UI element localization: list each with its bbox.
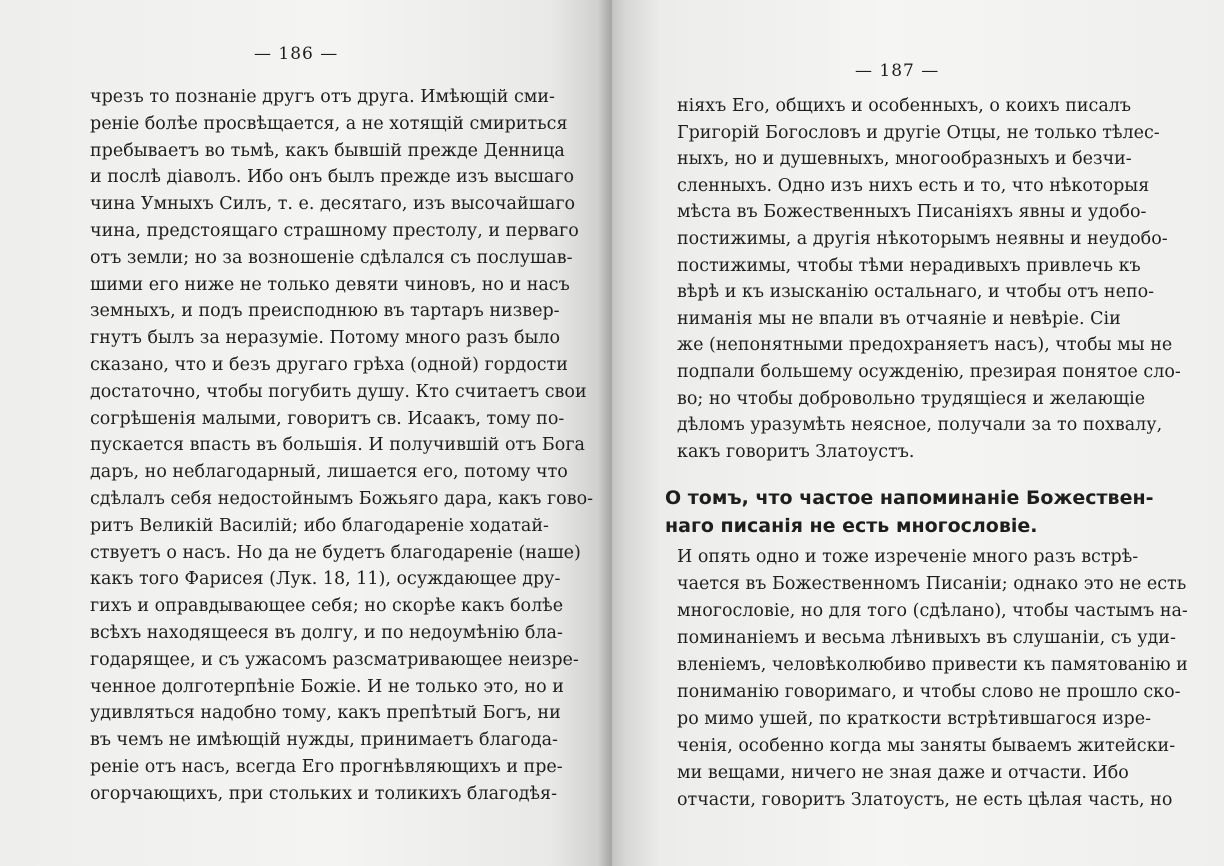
- text-line: отчасти, говоритъ Златоустъ, не есть цѣлая часть, но: [677, 790, 1173, 810]
- text-line: согрѣшенія малыми, говоритъ св. Исаакъ, тому по-: [90, 408, 565, 429]
- text-line: какъ говоритъ Златоустъ.: [677, 441, 915, 462]
- right-page-body-bottom: [677, 544, 1188, 814]
- text-line: достаточно, чтобы погубить душу. Кто считаетъ свои: [90, 381, 587, 402]
- text-line: шими его ниже не только девяти чиновъ, но и насъ: [90, 274, 570, 295]
- text-line: огорчающихъ, при стольких и толикихъ благодѣя-: [90, 783, 557, 804]
- text-line: Григорій Богословъ и другіе Отцы, не только тѣлес-: [677, 122, 1160, 143]
- text-line: многословіе, но для того (сдѣлано), чтобы частымъ на-: [677, 601, 1188, 621]
- text-line: сдѣлалъ себя недостойнымъ Божьяго дара, какъ гово-: [90, 488, 594, 509]
- text-line: всѣхъ находящееся въ долгу, и по недоумѣнію бла-: [90, 622, 563, 643]
- heading-line: О томъ, что частое напоминаніе Божествен-: [665, 487, 1154, 509]
- text-line: реніе отъ насъ, всегда Его прогнѣвляющихъ и пре-: [90, 756, 563, 777]
- text-line: вѣрѣ и къ изысканію остальнаго, и чтобы отъ непо-: [677, 282, 1155, 303]
- text-line: подпали большему осужденію, презирая понятое сло-: [677, 361, 1181, 382]
- text-line: годарящее, и съ ужасомъ разсматривающее неизре-: [90, 649, 579, 670]
- section-heading: [665, 484, 1154, 540]
- page-number-left: — 186 —: [254, 44, 339, 64]
- text-line: И опять одно и тоже изреченіе много разъ встрѣ-: [677, 547, 1139, 567]
- text-line: сленныхъ. Одно изъ нихъ есть и то, что нѣкоторыя: [677, 175, 1150, 196]
- text-line: ниманія мы не впали въ отчаяніе и невѣріе. Сіи: [677, 308, 1121, 329]
- text-line: земныхъ, и подъ преисподнюю въ тартаръ низвер-: [90, 301, 560, 322]
- right-page-body-top: [677, 93, 1181, 465]
- text-line: же (непонятными предохраняетъ насъ), чтобы мы не: [677, 335, 1173, 356]
- text-line: ствуетъ о насъ. Но да не будетъ благодареніе (наше): [90, 542, 581, 563]
- text-line: ченія, особенно когда мы заняты бываемъ житейски-: [677, 736, 1176, 756]
- text-line: чается въ Божественномъ Писаніи; однако это не есть: [677, 574, 1187, 594]
- heading-line: наго писанія не есть многословіе.: [665, 515, 1038, 537]
- text-line: во; но чтобы добровольно трудящіеся и желающіе: [677, 388, 1146, 409]
- text-line: вленіемъ, человѣколюбиво привести къ памятованію и: [677, 655, 1188, 675]
- book-gutter-shadow: [598, 0, 626, 866]
- text-line: чина Умныхъ Силъ, т. е. десятаго, изъ высочайшаго: [90, 194, 576, 215]
- text-line: гихъ и оправдывающее себя; но скорѣе какъ болѣе: [90, 596, 564, 617]
- text-line: пускается впасть въ большія. И получившій отъ Бога: [90, 435, 585, 456]
- text-line: сказано, что и безъ другаго грѣха (одной) гордости: [90, 354, 568, 375]
- text-line: чина, предстоящаго страшному престолу, и перваго: [90, 220, 579, 241]
- text-line: пребываетъ во тьмѣ, какъ бывшій прежде Денница: [90, 140, 565, 161]
- text-line: удивляться надобно тому, какъ препѣтый Богъ, ни: [90, 703, 561, 724]
- text-line: и послѣ діаволъ. Ибо онъ былъ прежде изъ высшаго: [90, 167, 575, 188]
- text-line: гнутъ былъ за неразуміе. Потому много разъ было: [90, 328, 561, 349]
- text-line: реніе болѣе просвѣщается, а не хотящій смириться: [90, 113, 568, 134]
- page-number-right: — 187 —: [855, 61, 940, 81]
- text-line: ритъ Великій Василій; ибо благодареніе ходатай-: [90, 515, 549, 536]
- right-page: [612, 0, 1224, 866]
- text-line: поминаніемъ и весьма лѣнивыхъ въ слушаніи, съ уди-: [677, 628, 1176, 648]
- text-line: ніяхъ Его, общихъ и особенныхъ, о коихъ писалъ: [677, 96, 1132, 116]
- text-line: ми вещами, ничего не зная даже и отчасти. Ибо: [677, 763, 1129, 783]
- text-line: ныхъ, но и душевныхъ, многообразныхъ и безчи-: [677, 149, 1132, 170]
- text-line: ченное долготерпѣніе Божіе. И не только это, но и: [90, 676, 564, 697]
- text-line: дѣломъ уразумѣть неясное, получали за то похвалу,: [677, 415, 1163, 436]
- text-line: мѣста въ Божественныхъ Писаніяхъ явны и удобо-: [677, 202, 1147, 223]
- text-line: въ чемъ не имѣющій нужды, принимаетъ благода-: [90, 730, 558, 751]
- text-line: постижимы, чтобы тѣми нерадивыхъ привлечь къ: [677, 255, 1141, 276]
- text-line: отъ земли; но за возношеніе сдѣлался съ послушав-: [90, 247, 573, 268]
- text-line: какъ того Фарисея (Лук. 18, 11), осуждающее дру-: [90, 569, 561, 590]
- text-line: чрезъ то познаніе другъ отъ друга. Имѣющій сми-: [90, 87, 555, 107]
- text-line: даръ, но неблагодарный, лишается его, потому что: [90, 462, 568, 483]
- text-line: ро мимо ушей, по краткости встрѣтившагося изре-: [677, 709, 1151, 729]
- text-line: пониманію говоримаго, и чтобы слово не прошло ско-: [677, 682, 1181, 702]
- text-line: постижимы, а другія нѣкоторымъ неявны и неудобо-: [677, 228, 1168, 249]
- left-page-body: [90, 84, 594, 808]
